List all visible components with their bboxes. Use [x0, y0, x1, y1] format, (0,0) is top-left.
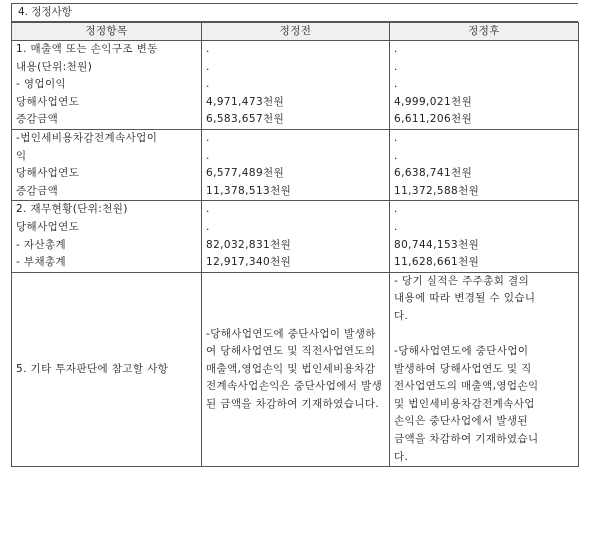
- before-line: 11,378,513천원: [206, 184, 292, 197]
- item-line: 당해사업연도: [16, 167, 80, 180]
- after-line: .: [394, 60, 398, 73]
- after-line: 11,628,661천원: [394, 256, 480, 269]
- after-cell: [390, 201, 579, 272]
- header-before: 정정전: [202, 23, 390, 41]
- after-line: 내용에 따라 변경될 수 있습니: [394, 292, 536, 305]
- before-line: 82,032,831천원: [206, 238, 292, 251]
- before-line: .: [206, 43, 210, 55]
- after-line: 전사업연도의 매출액,영업손익: [394, 380, 539, 393]
- after-line: 다.: [394, 309, 409, 322]
- before-line: .: [206, 60, 210, 73]
- after-line: 손익은 중단사업에서 발생된: [394, 415, 528, 428]
- item-line: - 영업이익: [16, 78, 67, 91]
- item-line: 증감금액: [16, 184, 59, 197]
- item-cell: [12, 129, 202, 200]
- item-line: 2. 재무현황(단위:천원): [16, 203, 128, 216]
- table-header-row: [12, 23, 579, 41]
- before-line: 4,971,473천원: [206, 95, 285, 108]
- item-line: - 부채총계: [16, 256, 67, 269]
- after-line: -당해사업연도에 중단사업이: [394, 345, 529, 358]
- before-line: .: [206, 203, 210, 216]
- after-cell: [390, 272, 579, 467]
- after-line: .: [394, 78, 398, 91]
- correction-section: [11, 3, 578, 467]
- before-line: 6,577,489천원: [206, 167, 285, 180]
- after-line: 6,638,741천원: [394, 167, 473, 180]
- after-line: 다.: [394, 450, 409, 463]
- after-line: 및 법인세비용차감전계속사업: [394, 397, 535, 410]
- before-line: 6,583,657천원: [206, 113, 285, 126]
- table-row: [12, 129, 579, 200]
- after-line: .: [394, 203, 398, 216]
- after-line: - 당기 실적은 주주총회 결의: [394, 274, 530, 287]
- item-line: 당해사업연도: [16, 220, 80, 233]
- after-line: 11,372,588천원: [394, 184, 480, 197]
- before-line: 12,917,340천원: [206, 256, 292, 269]
- after-cell: [390, 129, 579, 200]
- before-cell: [202, 201, 390, 272]
- item-cell: [12, 272, 202, 467]
- after-line: .: [394, 220, 398, 233]
- before-cell: [202, 272, 390, 467]
- item-line: 내용(단위:천원): [16, 60, 93, 73]
- after-line: 80,744,153천원: [394, 238, 480, 251]
- item-line: 1. 매출액 또는 손익구조 변동: [16, 43, 158, 55]
- item-text: 5. 기타 투자판단에 참고할 사항: [16, 362, 169, 375]
- item-line: 증감금액: [16, 113, 59, 126]
- before-line: .: [206, 149, 210, 162]
- after-line: .: [394, 131, 398, 144]
- correction-table: [11, 22, 579, 467]
- header-item: 정정항목: [12, 23, 202, 41]
- table-row: [12, 201, 579, 272]
- after-line: 4,999,021천원: [394, 95, 473, 108]
- item-line: 익: [16, 149, 27, 162]
- table-row: [12, 272, 579, 467]
- after-line: [394, 326, 574, 344]
- item-cell: [12, 201, 202, 272]
- before-line: .: [206, 220, 210, 233]
- table-row: [12, 41, 579, 130]
- after-line: 발생하여 당해사업연도 및 직: [394, 362, 532, 375]
- after-line: .: [394, 149, 398, 162]
- after-line: 금액을 차감하여 기재하였습니: [394, 433, 539, 446]
- section-title: 4. 정정사항: [11, 3, 578, 22]
- item-line: - 자산총계: [16, 238, 67, 251]
- item-line: -법인세비용차감전계속사업이: [16, 131, 158, 144]
- after-cell: [390, 41, 579, 130]
- header-after: 정정후: [390, 23, 579, 41]
- before-cell: [202, 41, 390, 130]
- before-cell: [202, 129, 390, 200]
- after-line: .: [394, 43, 398, 55]
- before-line: .: [206, 131, 210, 144]
- item-line: 당해사업연도: [16, 95, 80, 108]
- before-text: -당해사업연도에 중단사업이 발생하여 당해사업연도 및 직전사업연도의 매출액,영업손익 및 법인세비용차감전계속사업손익은 중단사업에서 발생된 금액을 차감하여 기재하였습니다.: [206, 327, 383, 410]
- item-cell: [12, 41, 202, 130]
- after-line: 6,611,206천원: [394, 113, 473, 126]
- before-line: .: [206, 78, 210, 91]
